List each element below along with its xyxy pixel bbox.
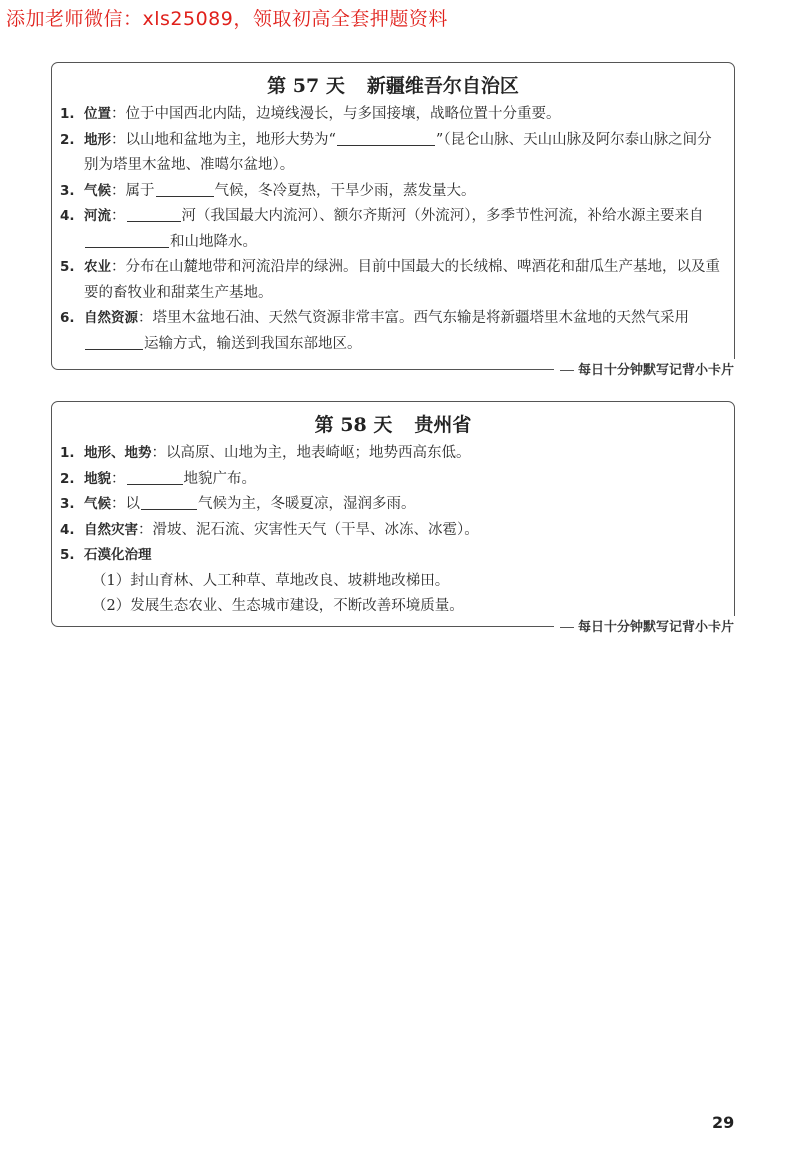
list-item: 4. 河流： 河（我国最大内流河）、额尔齐斯河（外流河），多季节性河流，补给水源主要来自和山地降水。 <box>60 204 724 255</box>
topic-title: 贵州省 <box>414 414 472 436</box>
card-title <box>52 410 734 437</box>
fill-blank <box>127 467 183 485</box>
list-item: 3. 气候：以 气候为主，冬暖夏凉，湿润多雨。 <box>60 492 724 518</box>
sub-item: （2）发展生态农业、生态城市建设，不断改善环境质量。 <box>92 598 464 614</box>
list-item: 6. 自然资源：塔里木盆地石油、天然气资源非常丰富。西气东输是将新疆塔里木盆地的天然气采用运输方式，输送到我国东部地区。 <box>60 310 689 352</box>
list-item: 3. 气候：属于 气候，冬冷夏热，干旱少雨，蒸发量大。 <box>60 179 724 205</box>
sub-item: （1）封山育林、人工种草、草地改良、坡耕地改梯田。 <box>92 572 450 589</box>
topic-title: 新疆维吾尔自治区 <box>366 75 519 97</box>
fill-blank <box>156 179 214 197</box>
fill-blank <box>141 492 197 510</box>
card-footer-label: 每日十分钟默写记背小卡片 <box>554 359 738 378</box>
card-day-57 <box>51 62 735 378</box>
day-number: 第 57 天 <box>267 75 345 97</box>
list-item: 2. 地形：以山地和盆地为主，地形大势为“ ”（昆仑山脉、天山山脉及阿尔泰山脉之间分别为塔里木盆地、准噶尔盆地）。 <box>60 128 724 179</box>
watermark-text: 添加老师微信：xls25089，领取初高全套押题资料 <box>6 8 448 30</box>
list-item: 1. 位置：位于中国西北内陆，边境线漫长，与多国接壤，战略位置十分重要。 <box>60 106 561 122</box>
list-item: 5. 石漠化治理 <box>60 547 152 563</box>
fill-blank <box>337 128 435 146</box>
list-item: 2. 地貌： 地貌广布。 <box>60 467 724 493</box>
day-number: 第 58 天 <box>314 414 393 436</box>
list-item: 4. 自然灾害：滑坡、泥石流、灾害性天气（干旱、冰冻、冰雹）。 <box>60 521 479 538</box>
list-item: 5. 农业：分布在山麓地带和河流沿岸的绿洲。目前中国最大的长绒棉、啤酒花和甜瓜生产基地，以及重要的畜牧业和甜菜生产基地。 <box>60 259 720 301</box>
list-item: 1. 地形、地势：以高原、山地为主，地表崎岖；地势西高东低。 <box>60 445 471 461</box>
card-title <box>52 71 734 98</box>
fill-blank <box>127 204 181 222</box>
fill-blank <box>85 230 169 248</box>
card-day-58 <box>51 401 735 635</box>
card-footer-label: 每日十分钟默写记背小卡片 <box>554 616 738 635</box>
page-number: 29 <box>712 1113 735 1132</box>
fill-blank <box>85 332 143 350</box>
